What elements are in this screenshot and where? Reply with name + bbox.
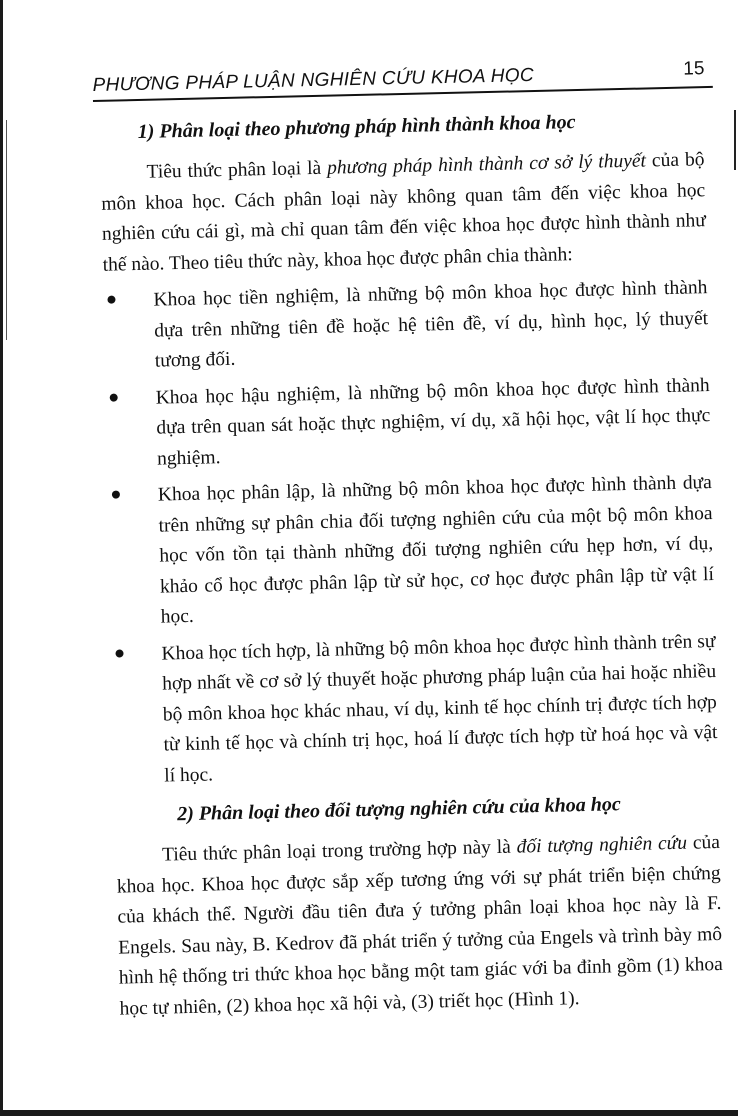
list-item — [105, 626, 728, 793]
page-content — [92, 44, 734, 1025]
section1-intro-paragraph — [100, 145, 707, 281]
scan-mark — [734, 110, 736, 170]
list-item-text: Khoa học hậu nghiệm, là những bộ môn khoa học được hình thành dựa trên quan sát hoặc thực nghiệm, ví dụ, xã hội học, vật lí học thực nghiệm. — [155, 374, 711, 470]
running-header — [92, 44, 713, 102]
classification-list — [97, 273, 728, 793]
page-number: 15 — [683, 58, 705, 80]
list-item-text: Khoa học tích hợp, là những bộ môn khoa học được hình thành trên sự hợp nhất về cơ sở lý thuyết hoặc phương pháp luận của hai hoặc nhiều bộ môn khoa học khác nhau, ví dụ, kinh tế học chính trị được tích hợp từ kinh tế học và chính trị học, hoá lí được tích hợp từ hoá học và vật lí học. — [161, 630, 718, 787]
bullet-icon — [107, 296, 115, 304]
text-run: của bộ môn khoa học. Cách phân loại này không quan tâm đến việc khoa học nghiên cứu cái gì, mà chỉ quan tâm đến việc khoa học được hình thành như thế nào. Theo tiêu thức này, khoa học được phân chia thành: — [101, 149, 707, 276]
scan-left-edge — [0, 0, 3, 1116]
list-item-text: Khoa học phân lập, là những bộ môn khoa học được hình thành dựa trên những sự phân chia đối tượng nghiên cứu của một bộ môn khoa học vốn tồn tại thành những đối tượng nghiên cứu hẹp hơn, ví dụ, khảo cổ học được phân lập từ sử học, cơ học được phân lập từ vật lí học. — [157, 472, 715, 628]
section2-paragraph — [116, 828, 724, 1025]
emphasis-text: phương pháp hình thành cơ sở lý thuyết — [326, 150, 647, 179]
list-item — [99, 370, 721, 476]
bullet-icon — [110, 393, 118, 401]
bullet-icon — [115, 649, 123, 657]
list-item-text: Khoa học tiền nghiệm, là những bộ môn khoa học được hình thành dựa trên những tiên đề hoặc hệ tiên đề, ví dụ, hình học, lý thuyết tương đối. — [153, 277, 709, 372]
section-heading-1: 1) Phân loại theo phương pháp hình thành khoa học — [137, 111, 576, 143]
emphasis-text: đối tượng nghiên cứu — [516, 832, 688, 858]
list-item — [97, 273, 719, 379]
list-item — [102, 468, 725, 635]
text-run: Tiêu thức phân loại trong trường hợp này là — [161, 836, 517, 866]
section-heading-2: 2) Phân loại theo đối tượng nghiên cứu của khoa học — [176, 793, 621, 826]
text-run: Tiêu thức phân loại là — [146, 157, 328, 183]
text-run: của khoa học. Khoa học được sắp xếp tương ứng với sự phát triển biện chứng của khách thể. Người đầu tiên đưa ý tưởng phân loại khoa học này là F. Engels. Sau này, B. Kedrov đã phát triển ý tưởng của Engels và trình bày mô hình hệ thống tri thức khoa học bằng một tam giác với ba đỉnh gồm (1) khoa học tự nhiên, (2) khoa học xã hội và, (3) triết học (Hình 1). — [116, 831, 723, 1020]
running-header-title: PHƯƠNG PHÁP LUẬN NGHIÊN CỨU KHOA HỌC — [92, 64, 535, 96]
scan-bottom-edge — [0, 1110, 738, 1116]
scan-mark — [6, 120, 7, 340]
bullet-icon — [112, 490, 120, 498]
